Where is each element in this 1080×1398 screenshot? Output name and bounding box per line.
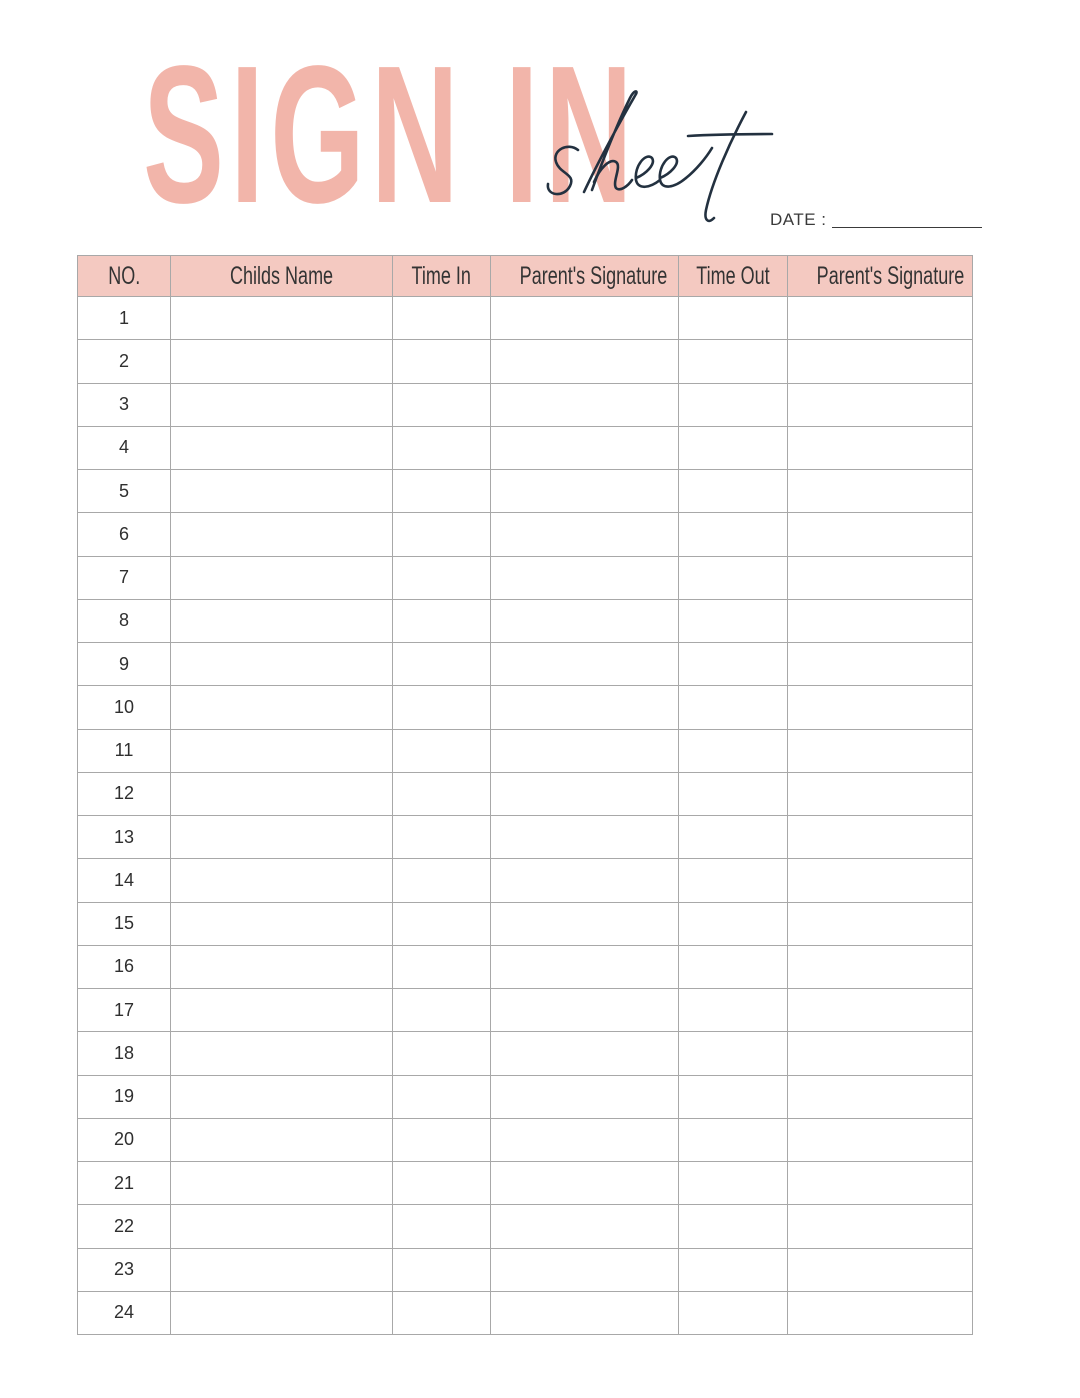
table-row bbox=[78, 470, 973, 513]
parent-signature-in-cell[interactable] bbox=[491, 945, 679, 988]
parent-signature-out-cell[interactable] bbox=[788, 1075, 973, 1118]
table-row bbox=[78, 1032, 973, 1075]
time-in-cell[interactable] bbox=[393, 340, 491, 383]
parent-signature-out-cell[interactable] bbox=[788, 772, 973, 815]
parent-signature-in-cell[interactable] bbox=[491, 989, 679, 1032]
time-in-cell[interactable] bbox=[393, 470, 491, 513]
row-number: 11 bbox=[78, 729, 171, 772]
table-row bbox=[78, 643, 973, 686]
time-out-cell[interactable] bbox=[679, 1205, 788, 1248]
parent-signature-out-cell[interactable] bbox=[788, 513, 973, 556]
header-parents-signature-in: Parent's Signature bbox=[491, 256, 679, 297]
parent-signature-out-cell[interactable] bbox=[788, 1205, 973, 1248]
parent-signature-in-cell[interactable] bbox=[491, 340, 679, 383]
row-number: 2 bbox=[78, 340, 171, 383]
header-no: NO. bbox=[78, 256, 171, 297]
time-in-cell[interactable] bbox=[393, 772, 491, 815]
childs-name-cell[interactable] bbox=[171, 426, 393, 469]
row-number: 20 bbox=[78, 1118, 171, 1161]
row-number: 6 bbox=[78, 513, 171, 556]
header-parents-signature-out: Parent's Signature bbox=[788, 256, 973, 297]
table-row bbox=[78, 383, 973, 426]
parent-signature-in-cell[interactable] bbox=[491, 729, 679, 772]
parent-signature-in-cell[interactable] bbox=[491, 1075, 679, 1118]
childs-name-cell[interactable] bbox=[171, 686, 393, 729]
row-number: 4 bbox=[78, 426, 171, 469]
table-row bbox=[78, 599, 973, 642]
time-in-cell[interactable] bbox=[393, 1162, 491, 1205]
table-row bbox=[78, 686, 973, 729]
table-row bbox=[78, 1291, 973, 1334]
time-out-cell[interactable] bbox=[679, 1162, 788, 1205]
table-row bbox=[78, 989, 973, 1032]
childs-name-cell[interactable] bbox=[171, 816, 393, 859]
parent-signature-out-cell[interactable] bbox=[788, 1291, 973, 1334]
parent-signature-out-cell[interactable] bbox=[788, 470, 973, 513]
table-row bbox=[78, 1075, 973, 1118]
time-in-cell[interactable] bbox=[393, 643, 491, 686]
time-in-cell[interactable] bbox=[393, 945, 491, 988]
time-in-cell[interactable] bbox=[393, 1075, 491, 1118]
table-row bbox=[78, 816, 973, 859]
row-number: 22 bbox=[78, 1205, 171, 1248]
parent-signature-in-cell[interactable] bbox=[491, 1248, 679, 1291]
row-number: 7 bbox=[78, 556, 171, 599]
row-number: 8 bbox=[78, 599, 171, 642]
row-number: 14 bbox=[78, 859, 171, 902]
childs-name-cell[interactable] bbox=[171, 340, 393, 383]
childs-name-cell[interactable] bbox=[171, 772, 393, 815]
time-in-cell[interactable] bbox=[393, 1118, 491, 1161]
time-out-cell[interactable] bbox=[679, 816, 788, 859]
parent-signature-in-cell[interactable] bbox=[491, 599, 679, 642]
table-row bbox=[78, 426, 973, 469]
time-out-cell[interactable] bbox=[679, 1291, 788, 1334]
parent-signature-in-cell[interactable] bbox=[491, 643, 679, 686]
time-out-cell[interactable] bbox=[679, 729, 788, 772]
parent-signature-in-cell[interactable] bbox=[491, 383, 679, 426]
parent-signature-out-cell[interactable] bbox=[788, 859, 973, 902]
time-in-cell[interactable] bbox=[393, 859, 491, 902]
parent-signature-in-cell[interactable] bbox=[491, 426, 679, 469]
row-number: 15 bbox=[78, 902, 171, 945]
time-out-cell[interactable] bbox=[679, 643, 788, 686]
parent-signature-in-cell[interactable] bbox=[491, 470, 679, 513]
childs-name-cell[interactable] bbox=[171, 1032, 393, 1075]
table-row bbox=[78, 340, 973, 383]
parent-signature-in-cell[interactable] bbox=[491, 816, 679, 859]
parent-signature-in-cell[interactable] bbox=[491, 1032, 679, 1075]
time-out-cell[interactable] bbox=[679, 902, 788, 945]
parent-signature-in-cell[interactable] bbox=[491, 1118, 679, 1161]
parent-signature-out-cell[interactable] bbox=[788, 729, 973, 772]
row-number: 3 bbox=[78, 383, 171, 426]
parent-signature-out-cell[interactable] bbox=[788, 426, 973, 469]
parent-signature-out-cell[interactable] bbox=[788, 1162, 973, 1205]
parent-signature-out-cell[interactable] bbox=[788, 686, 973, 729]
row-number: 24 bbox=[78, 1291, 171, 1334]
childs-name-cell[interactable] bbox=[171, 470, 393, 513]
table-row bbox=[78, 297, 973, 340]
time-in-cell[interactable] bbox=[393, 513, 491, 556]
childs-name-cell[interactable] bbox=[171, 297, 393, 340]
parent-signature-out-cell[interactable] bbox=[788, 599, 973, 642]
time-out-cell[interactable] bbox=[679, 513, 788, 556]
time-in-cell[interactable] bbox=[393, 729, 491, 772]
date-write-line[interactable] bbox=[832, 227, 982, 228]
table-row bbox=[78, 1205, 973, 1248]
time-out-cell[interactable] bbox=[679, 297, 788, 340]
table-row bbox=[78, 1118, 973, 1161]
time-out-cell[interactable] bbox=[679, 989, 788, 1032]
parent-signature-out-cell[interactable] bbox=[788, 989, 973, 1032]
script-sheet-lettering bbox=[540, 82, 780, 232]
date-label: DATE : bbox=[770, 210, 827, 229]
time-in-cell[interactable] bbox=[393, 686, 491, 729]
childs-name-cell[interactable] bbox=[171, 1118, 393, 1161]
parent-signature-out-cell[interactable] bbox=[788, 297, 973, 340]
parent-signature-in-cell[interactable] bbox=[491, 772, 679, 815]
childs-name-cell[interactable] bbox=[171, 599, 393, 642]
row-number: 12 bbox=[78, 772, 171, 815]
row-number: 23 bbox=[78, 1248, 171, 1291]
row-number: 21 bbox=[78, 1162, 171, 1205]
header-time-in: Time In bbox=[393, 256, 491, 297]
time-out-cell[interactable] bbox=[679, 340, 788, 383]
time-in-cell[interactable] bbox=[393, 426, 491, 469]
table-row bbox=[78, 1162, 973, 1205]
row-number: 16 bbox=[78, 945, 171, 988]
header-childs-name: Childs Name bbox=[171, 256, 393, 297]
sign-in-table bbox=[77, 255, 973, 1335]
childs-name-cell[interactable] bbox=[171, 513, 393, 556]
childs-name-cell[interactable] bbox=[171, 859, 393, 902]
time-in-cell[interactable] bbox=[393, 599, 491, 642]
row-number: 5 bbox=[78, 470, 171, 513]
time-out-cell[interactable] bbox=[679, 1118, 788, 1161]
childs-name-cell[interactable] bbox=[171, 1162, 393, 1205]
time-in-cell[interactable] bbox=[393, 1205, 491, 1248]
parent-signature-out-cell[interactable] bbox=[788, 902, 973, 945]
childs-name-cell[interactable] bbox=[171, 1248, 393, 1291]
time-out-cell[interactable] bbox=[679, 383, 788, 426]
parent-signature-in-cell[interactable] bbox=[491, 513, 679, 556]
parent-signature-out-cell[interactable] bbox=[788, 816, 973, 859]
parent-signature-out-cell[interactable] bbox=[788, 1032, 973, 1075]
header-time-out: Time Out bbox=[679, 256, 788, 297]
parent-signature-in-cell[interactable] bbox=[491, 686, 679, 729]
title-script-sheet bbox=[540, 82, 780, 232]
parent-signature-out-cell[interactable] bbox=[788, 1248, 973, 1291]
row-number: 18 bbox=[78, 1032, 171, 1075]
row-number: 19 bbox=[78, 1075, 171, 1118]
childs-name-cell[interactable] bbox=[171, 902, 393, 945]
childs-name-cell[interactable] bbox=[171, 556, 393, 599]
childs-name-cell[interactable] bbox=[171, 945, 393, 988]
parent-signature-in-cell[interactable] bbox=[491, 1205, 679, 1248]
time-out-cell[interactable] bbox=[679, 772, 788, 815]
time-out-cell[interactable] bbox=[679, 1032, 788, 1075]
childs-name-cell[interactable] bbox=[171, 989, 393, 1032]
parent-signature-out-cell[interactable] bbox=[788, 556, 973, 599]
row-number: 13 bbox=[78, 816, 171, 859]
parent-signature-in-cell[interactable] bbox=[491, 297, 679, 340]
time-out-cell[interactable] bbox=[679, 859, 788, 902]
parent-signature-in-cell[interactable] bbox=[491, 902, 679, 945]
time-out-cell[interactable] bbox=[679, 426, 788, 469]
time-out-cell[interactable] bbox=[679, 470, 788, 513]
childs-name-cell[interactable] bbox=[171, 643, 393, 686]
time-in-cell[interactable] bbox=[393, 816, 491, 859]
parent-signature-out-cell[interactable] bbox=[788, 1118, 973, 1161]
table-row bbox=[78, 513, 973, 556]
parent-signature-out-cell[interactable] bbox=[788, 945, 973, 988]
parent-signature-in-cell[interactable] bbox=[491, 859, 679, 902]
row-number: 17 bbox=[78, 989, 171, 1032]
parent-signature-out-cell[interactable] bbox=[788, 383, 973, 426]
row-number: 1 bbox=[78, 297, 171, 340]
time-out-cell[interactable] bbox=[679, 1248, 788, 1291]
time-out-cell[interactable] bbox=[679, 686, 788, 729]
table-row bbox=[78, 556, 973, 599]
table-body bbox=[78, 297, 973, 1335]
parent-signature-in-cell[interactable] bbox=[491, 556, 679, 599]
childs-name-cell[interactable] bbox=[171, 729, 393, 772]
childs-name-cell[interactable] bbox=[171, 383, 393, 426]
time-out-cell[interactable] bbox=[679, 556, 788, 599]
table-header-row bbox=[78, 256, 973, 297]
time-out-cell[interactable] bbox=[679, 1075, 788, 1118]
time-in-cell[interactable] bbox=[393, 556, 491, 599]
childs-name-cell[interactable] bbox=[171, 1291, 393, 1334]
table-row bbox=[78, 945, 973, 988]
table-row bbox=[78, 859, 973, 902]
row-number: 10 bbox=[78, 686, 171, 729]
table-row bbox=[78, 729, 973, 772]
parent-signature-out-cell[interactable] bbox=[788, 340, 973, 383]
childs-name-cell[interactable] bbox=[171, 1075, 393, 1118]
date-field bbox=[770, 208, 982, 232]
parent-signature-out-cell[interactable] bbox=[788, 643, 973, 686]
time-in-cell[interactable] bbox=[393, 383, 491, 426]
time-out-cell[interactable] bbox=[679, 599, 788, 642]
parent-signature-in-cell[interactable] bbox=[491, 1291, 679, 1334]
time-in-cell[interactable] bbox=[393, 1032, 491, 1075]
table-row bbox=[78, 902, 973, 945]
table-row bbox=[78, 1248, 973, 1291]
time-in-cell[interactable] bbox=[393, 1291, 491, 1334]
time-in-cell[interactable] bbox=[393, 1248, 491, 1291]
time-out-cell[interactable] bbox=[679, 945, 788, 988]
title-sign-in: SIGN IN bbox=[143, 25, 639, 244]
row-number: 9 bbox=[78, 643, 171, 686]
parent-signature-in-cell[interactable] bbox=[491, 1162, 679, 1205]
time-in-cell[interactable] bbox=[393, 989, 491, 1032]
time-in-cell[interactable] bbox=[393, 297, 491, 340]
childs-name-cell[interactable] bbox=[171, 1205, 393, 1248]
table-row bbox=[78, 772, 973, 815]
time-in-cell[interactable] bbox=[393, 902, 491, 945]
